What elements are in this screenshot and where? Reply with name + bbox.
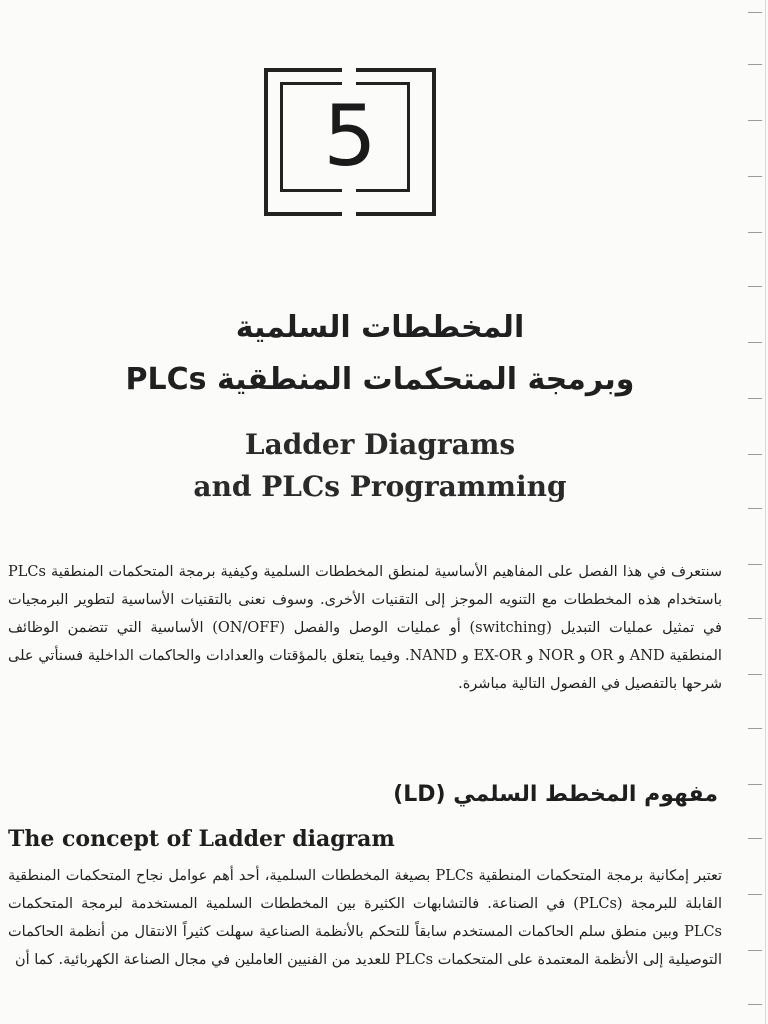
section-heading-english: The concept of Ladder diagram (8, 826, 395, 852)
edge-tick (748, 286, 762, 287)
edge-tick (748, 398, 762, 399)
chapter-number: 5 (323, 87, 377, 185)
intro-paragraph: سنتعرف في هذا الفصل على المفاهيم الأساسية لمنطق المخططات السلمية وكيفية برمجة المتحكمات المنطقية PLCs باستخدام هذه المخططات مع التنويه الموجز إلى التقنيات الأخرى. وسوف نعنى بالتقنيات الأساسية لتطوير البرمجيات في تمثيل عمليات التبديل (switching) أو عمليات الوصل والفصل (ON/OFF) الأساسية التي تتضمن الوظائف المنطقية AND و OR و NOR و EX-OR و NAND. وفيما يتعلق بالمؤقتات والعدادات والحاكمات الداخلية فسنأتي على شرحها بالتفصيل في الفصول التالية مباشرة. (8, 564, 722, 692)
chapter-title-arabic-line1: المخططات السلمية (235, 310, 525, 345)
edge-tick (748, 1004, 762, 1005)
edge-tick (748, 176, 762, 177)
section-heading-arabic: مفهوم المخطط السلمي (LD) (393, 782, 718, 807)
edge-tick (748, 674, 762, 675)
chapter-title-english-line1: Ladder Diagrams (244, 428, 516, 461)
page-edge-marks (728, 0, 768, 1024)
edge-tick (748, 564, 762, 565)
section-paragraph: تعتبر إمكانية برمجة المتحكمات المنطقية PLCs بصيغة المخططات السلمية، أحد أهم عوامل نجاح المتحكمات المنطقية القابلة للبرمجة (PLCs) في الصناعة. فالتشابهات الكثيرة بين المخططات السلمية المستخدمة لبرمجة المتحكمات PLCs وبين منطق سلم الحاكمات المستخدم سابقاً للتحكم بالأنظمة الصناعية سهلت كثيراً الانتقال من أنظمة الحاكمات التوصيلية إلى الأنظمة المعتمدة على المتحكمات PLCs للعديد من الفنيين العاملين في مجال الصناعة الكهربائية. كما أن (8, 868, 723, 968)
edge-tick (748, 120, 762, 121)
edge-tick (748, 894, 762, 895)
chapter-title-arabic-line2: وبرمجة المتحكمات المنطقية PLCs (125, 362, 635, 397)
edge-tick (748, 508, 762, 509)
edge-tick (748, 838, 762, 839)
edge-tick (748, 784, 762, 785)
edge-tick (748, 728, 762, 729)
edge-tick (748, 64, 762, 65)
chapter-title-english-line2: and PLCs Programming (193, 470, 567, 503)
edge-tick (748, 950, 762, 951)
edge-tick (748, 342, 762, 343)
edge-tick (748, 232, 762, 233)
edge-tick (748, 454, 762, 455)
chapter-number-box (264, 68, 436, 216)
page-edge-line (765, 0, 766, 1024)
edge-tick (748, 12, 762, 13)
edge-tick (748, 618, 762, 619)
